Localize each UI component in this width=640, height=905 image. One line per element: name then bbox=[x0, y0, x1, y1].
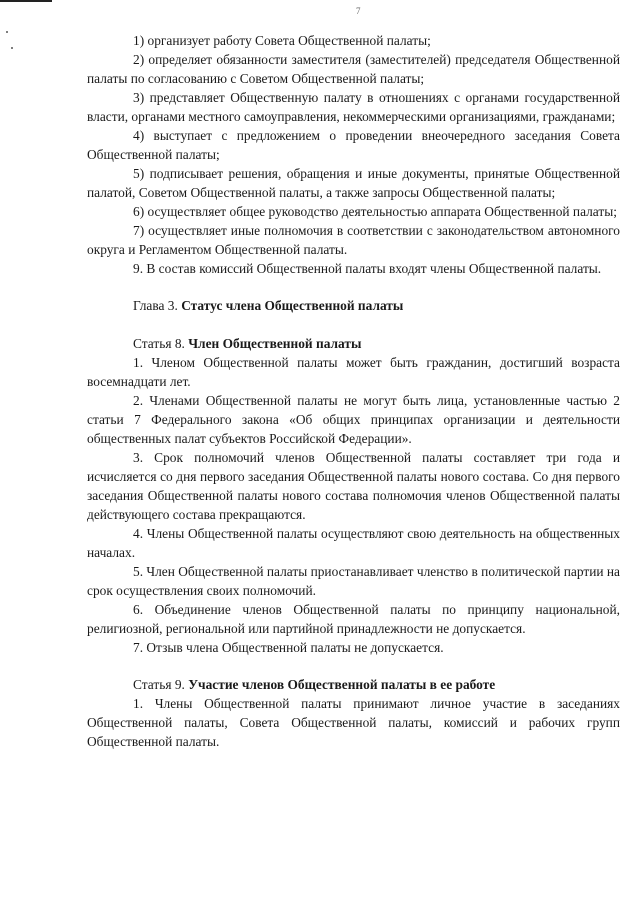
chapter-title: Статус члена Общественной палаты bbox=[181, 298, 404, 313]
paragraph: 1. Членом Общественной палаты может быть гражданин, достигший возраста восемнадцати лет. bbox=[87, 355, 620, 389]
paragraph: 4. Члены Общественной палаты осуществляют свою деятельность на общественных началах. bbox=[87, 526, 620, 560]
list-item: 2) определяет обязанности заместителя (заместителей) председателя Общественной палаты по согласованию с Советом Общественной палаты; bbox=[87, 52, 620, 86]
list-item: 6) осуществляет общее руководство деятельностью аппарата Общественной палаты; bbox=[133, 204, 617, 219]
chapter-heading bbox=[87, 296, 620, 315]
scan-speck bbox=[6, 31, 8, 33]
document-page bbox=[87, 31, 620, 751]
article-heading bbox=[87, 334, 620, 353]
list-item: 4) выступает с предложением о проведении внеочередного заседания Совета Общественной палаты; bbox=[87, 128, 620, 162]
paragraph: 6. Объединение членов Общественной палаты по принципу национальной, религиозной, региональной или партийной принадлежности не допускается. bbox=[87, 602, 620, 636]
article-title: Член Общественной палаты bbox=[188, 336, 362, 351]
paragraph: 2. Членами Общественной палаты не могут быть лица, установленные частью 2 статьи 7 Федерального закона «Об общих принципах организации и деятельности общественных палат субъектов Российской Федерации». bbox=[87, 393, 620, 446]
list-item: 3) представляет Общественную палату в отношениях с органами государственной власти, органами местного самоуправления, некоммерческими организациями, гражданами; bbox=[87, 90, 620, 124]
paragraph: 1. Члены Общественной палаты принимают личное участие в заседаниях Общественной палаты, Совета Общественной палаты, комиссий и рабочих групп Общественной палаты. bbox=[87, 696, 620, 749]
article-title: Участие членов Общественной палаты в ее работе bbox=[188, 677, 496, 692]
scan-edge-mark bbox=[0, 0, 52, 2]
paragraph: 5. Член Общественной палаты приостанавливает членство в политической партии на срок осуществления своих полномочий. bbox=[87, 564, 620, 598]
paragraph: 9. В состав комиссий Общественной палаты входят члены Общественной палаты. bbox=[133, 261, 602, 276]
list-item: 1) организует работу Совета Общественной палаты; bbox=[133, 33, 431, 48]
paragraph: 7. Отзыв члена Общественной палаты не допускается. bbox=[133, 640, 444, 655]
scan-speck bbox=[11, 47, 13, 49]
chapter-prefix: Глава 3. bbox=[133, 298, 182, 313]
article-heading bbox=[87, 675, 620, 694]
article-prefix: Статья 9. bbox=[133, 677, 189, 692]
paragraph: 3. Срок полномочий членов Общественной палаты составляет три года и исчисляется со дня первого заседания Общественной палаты нового состава. Со дня первого заседания Общественной палаты нового состава полномочия членов Общественной палаты действующего состава прекращаются. bbox=[87, 450, 620, 522]
page-number: 7 bbox=[356, 6, 361, 16]
list-item: 5) подписывает решения, обращения и иные документы, принятые Общественной палатой, Советом Общественной палаты, а также запросы Общественной палаты; bbox=[87, 166, 620, 200]
list-item: 7) осуществляет иные полномочия в соответствии с законодательством автономного округа и Регламентом Общественной палаты. bbox=[87, 223, 620, 257]
article-prefix: Статья 8. bbox=[133, 336, 189, 351]
